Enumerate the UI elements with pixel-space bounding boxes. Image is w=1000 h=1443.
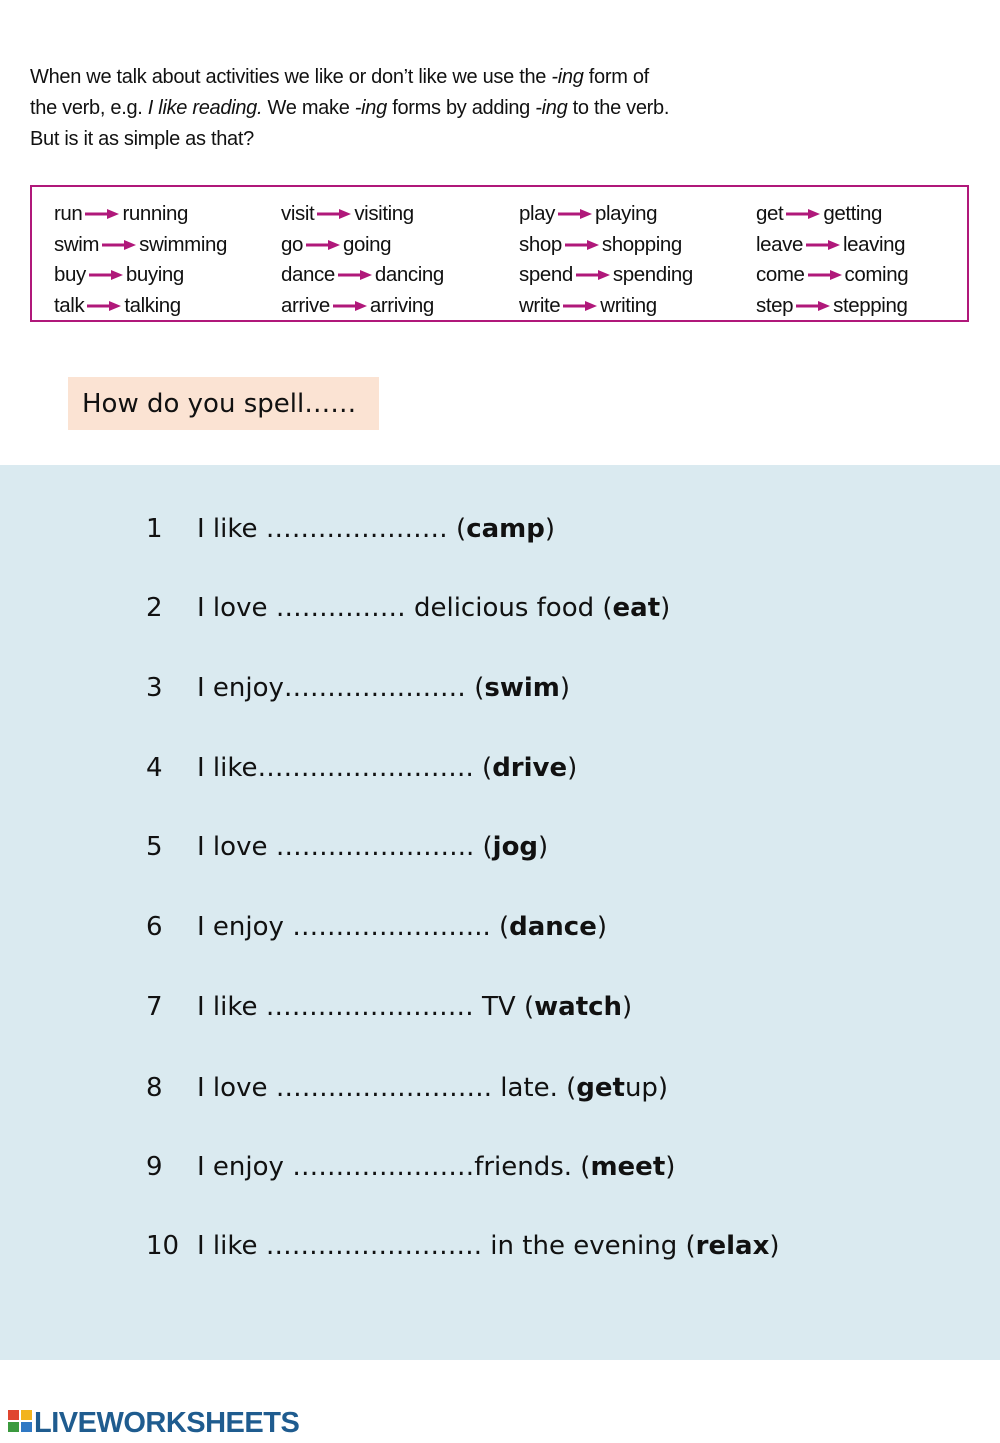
ing-verb: shopping	[601, 232, 682, 256]
base-verb: leave	[756, 232, 804, 256]
form-pair	[281, 230, 444, 261]
item-verb: camp	[466, 514, 545, 544]
arrow-right-icon	[87, 301, 121, 311]
arrow-right-icon	[796, 301, 830, 311]
arrow-right-icon	[89, 270, 123, 280]
forms-column-4	[756, 199, 908, 321]
exercise-panel	[0, 465, 1000, 1360]
item-prompt: I love ……………………. late. (	[197, 1073, 577, 1103]
item-suffix: up)	[624, 1073, 669, 1103]
item-suffix: )	[596, 912, 608, 942]
item-suffix: )	[538, 832, 549, 862]
item-prompt: I enjoy ………………….. (	[197, 912, 510, 942]
arrow-right-icon	[102, 240, 136, 250]
arrow-right-icon	[85, 209, 119, 219]
item-suffix: )	[567, 753, 578, 783]
exercise-item	[146, 987, 632, 1027]
form-pair	[519, 199, 693, 230]
form-pair	[519, 291, 693, 322]
item-prompt: I enjoy …………………friends. (	[197, 1152, 591, 1182]
item-verb: relax	[695, 1231, 770, 1261]
ing-verb: going	[343, 232, 392, 256]
arrow-right-icon	[786, 209, 820, 219]
item-verb: dance	[509, 912, 597, 942]
arrow-right-icon	[558, 209, 592, 219]
item-number: 4	[146, 753, 163, 783]
item-prompt: I like ………………… (	[197, 514, 467, 544]
item-verb: get	[576, 1073, 625, 1103]
logo-text: LIVEWORKSHEETS	[34, 1406, 300, 1439]
intro-line-3: But is it as simple as that?	[30, 128, 254, 150]
form-pair	[54, 199, 227, 230]
exercise-item	[146, 588, 670, 628]
base-verb: play	[519, 202, 556, 226]
exercise-item	[146, 907, 607, 947]
form-pair	[281, 199, 444, 230]
item-verb: drive	[492, 753, 568, 783]
base-verb: dance	[281, 263, 335, 287]
exercise-item	[146, 668, 570, 708]
item-number: 6	[146, 912, 163, 942]
ing-verb: leaving	[843, 232, 906, 256]
liveworksheets-logo-icon	[8, 1409, 32, 1438]
form-pair	[281, 291, 444, 322]
item-suffix: )	[622, 992, 633, 1022]
arrow-right-icon	[338, 270, 372, 280]
item-prompt: I like ……………………. in the evening (	[197, 1231, 696, 1261]
form-pair	[54, 230, 227, 261]
intro-line-1: When we talk about activities we like or don’t like we use the -ing form of	[30, 66, 649, 88]
base-verb: get	[756, 202, 784, 226]
form-pair	[281, 260, 444, 291]
ing-verb: getting	[823, 202, 883, 226]
exercise-item	[146, 748, 577, 788]
item-number: 10	[146, 1231, 180, 1261]
item-verb: eat	[612, 593, 661, 623]
base-verb: write	[519, 293, 561, 317]
arrow-right-icon	[576, 270, 610, 280]
ing-verb: running	[122, 202, 189, 226]
item-number: 9	[146, 1152, 163, 1182]
base-verb: run	[54, 202, 83, 226]
exercise-item	[146, 1226, 780, 1266]
item-suffix: )	[544, 514, 556, 544]
exercise-item	[146, 827, 548, 867]
base-verb: shop	[519, 232, 562, 256]
item-verb: swim	[484, 673, 560, 703]
item-prompt: I love …………… delicious food (	[197, 593, 613, 623]
item-number: 7	[146, 992, 163, 1022]
ing-verb: playing	[595, 202, 658, 226]
base-verb: come	[756, 263, 805, 287]
base-verb: swim	[54, 232, 100, 256]
item-number: 5	[146, 832, 163, 862]
arrow-right-icon	[317, 209, 351, 219]
forms-column-2	[281, 199, 444, 321]
item-prompt: I like …………………… TV (	[197, 992, 535, 1022]
ing-forms-box	[30, 185, 969, 322]
form-pair	[756, 199, 908, 230]
item-suffix: )	[559, 673, 570, 703]
how-do-you-spell-label: How do you spell……	[68, 377, 379, 430]
base-verb: arrive	[281, 293, 330, 317]
ing-verb: writing	[600, 293, 657, 317]
ing-verb: buying	[125, 263, 184, 287]
exercise-item	[146, 1068, 668, 1108]
form-pair	[756, 230, 908, 261]
intro-text	[30, 62, 830, 155]
intro-line-2: the verb, e.g. I like reading. We make -ing forms by adding -ing to the verb.	[30, 97, 670, 119]
base-verb: spend	[519, 263, 573, 287]
form-pair	[519, 260, 693, 291]
item-suffix: )	[769, 1231, 780, 1261]
item-verb: jog	[492, 832, 539, 862]
item-suffix: )	[660, 593, 671, 623]
arrow-right-icon	[806, 240, 840, 250]
ing-verb: spending	[612, 263, 693, 287]
forms-column-1	[54, 199, 227, 321]
exercise-item	[146, 509, 555, 549]
form-pair	[756, 260, 908, 291]
base-verb: visit	[281, 202, 315, 226]
item-number: 1	[146, 514, 163, 544]
liveworksheets-logo	[8, 1406, 299, 1440]
arrow-right-icon	[563, 301, 597, 311]
ing-verb: stepping	[833, 293, 908, 317]
form-pair	[519, 230, 693, 261]
item-prompt: I enjoy………………… (	[197, 673, 485, 703]
form-pair	[756, 291, 908, 322]
base-verb: step	[756, 293, 794, 317]
form-pair	[54, 260, 227, 291]
arrow-right-icon	[808, 270, 842, 280]
item-number: 3	[146, 673, 163, 703]
item-prompt: I like……………………. (	[197, 753, 493, 783]
forms-column-3	[519, 199, 693, 321]
item-number: 2	[146, 593, 163, 623]
form-pair	[54, 291, 227, 322]
ing-verb: dancing	[374, 263, 444, 287]
base-verb: go	[281, 232, 304, 256]
ing-verb: arriving	[369, 293, 434, 317]
arrow-right-icon	[565, 240, 599, 250]
base-verb: buy	[54, 263, 86, 287]
item-number: 8	[146, 1073, 163, 1103]
exercise-item	[146, 1147, 675, 1187]
item-prompt: I love ………………….. (	[197, 832, 493, 862]
ing-verb: coming	[844, 263, 909, 287]
item-suffix: )	[665, 1152, 676, 1182]
ing-verb: talking	[124, 293, 181, 317]
base-verb: talk	[54, 293, 85, 317]
ing-verb: visiting	[354, 202, 414, 226]
ing-verb: swimming	[139, 232, 228, 256]
item-verb: watch	[534, 992, 623, 1022]
arrow-right-icon	[306, 240, 340, 250]
arrow-right-icon	[333, 301, 367, 311]
item-verb: meet	[590, 1152, 666, 1182]
